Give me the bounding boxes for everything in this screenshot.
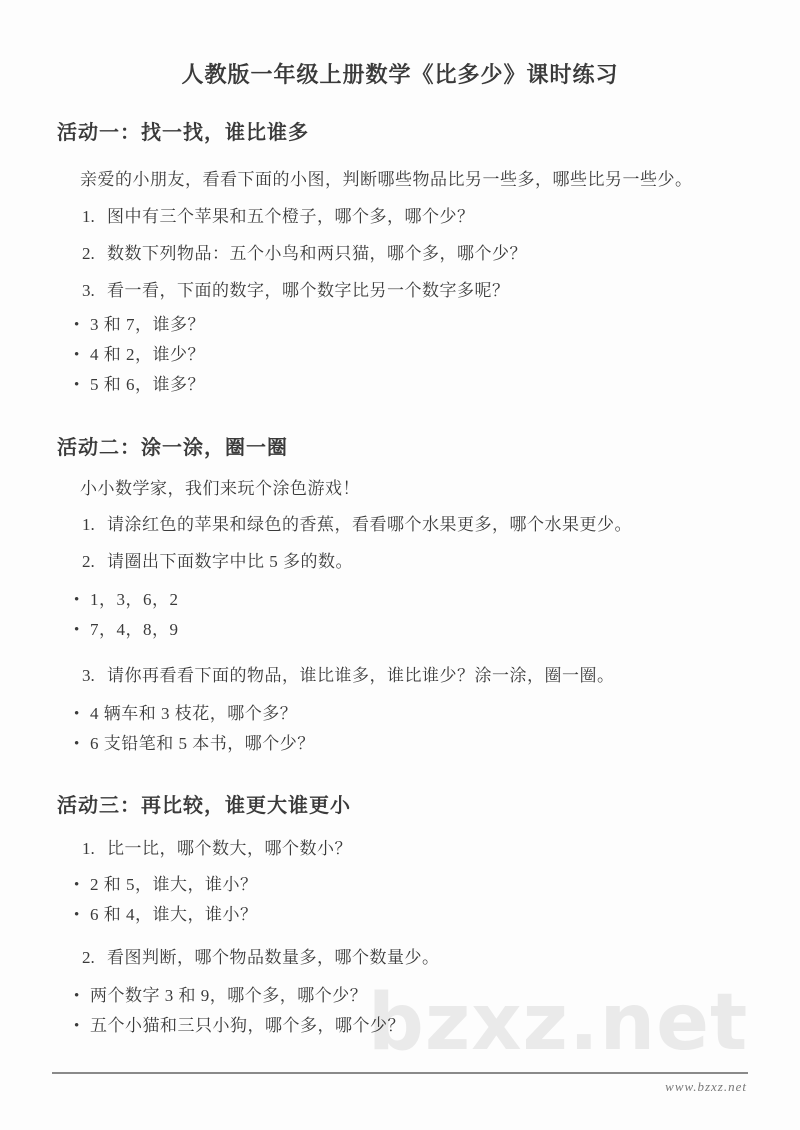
- item-text: 3 和 7，谁多？: [90, 315, 205, 334]
- item-text: 看图判断，哪个物品数量多，哪个数量少。: [107, 948, 440, 967]
- item-text: 请你再看看下面的物品，谁比谁多，谁比谁少？涂一涂，圈一圈。: [107, 666, 615, 685]
- item-number: 1.: [82, 515, 95, 534]
- item-number: 2.: [82, 948, 95, 967]
- numbered-item: [82, 552, 800, 572]
- item-text: 7，4，8，9: [90, 620, 179, 639]
- item-text: 图中有三个苹果和五个橙子，哪个多，哪个少？: [107, 207, 475, 226]
- watermark-text: bzxz.net: [368, 978, 749, 1068]
- bullet-icon: •: [74, 988, 80, 1004]
- bullet-item: [74, 620, 800, 640]
- section1-intro: 亲爱的小朋友，看看下面的小图，判断哪些物品比另一些多，哪些比另一些少。: [80, 170, 693, 189]
- item-number: 3.: [82, 281, 95, 300]
- item-text: 比一比，哪个数大，哪个数小？: [107, 839, 352, 858]
- section-heading-1: 活动一：找一找，谁比谁多: [57, 122, 309, 144]
- bullet-item: [74, 905, 800, 925]
- item-number: 1.: [82, 207, 95, 226]
- numbered-item: [82, 281, 800, 301]
- section-heading-2: 活动二：涂一涂，圈一圈: [57, 437, 288, 459]
- item-text: 2 和 5，谁大，谁小？: [90, 875, 258, 894]
- bullet-icon: •: [74, 907, 80, 923]
- item-text: 数数下列物品：五个小鸟和两只猫，哪个多，哪个少？: [107, 244, 527, 263]
- item-text: 两个数字 3 和 9，哪个多，哪个少？: [90, 986, 368, 1005]
- bullet-icon: •: [74, 347, 80, 363]
- bullet-icon: •: [74, 592, 80, 608]
- bullet-icon: •: [74, 622, 80, 638]
- item-number: 1.: [82, 839, 95, 858]
- item-number: 3.: [82, 666, 95, 685]
- bullet-icon: •: [74, 736, 80, 752]
- numbered-item: [82, 207, 800, 227]
- item-number: 2.: [82, 552, 95, 571]
- item-text: 请涂红色的苹果和绿色的香蕉，看看哪个水果更多，哪个水果更少。: [107, 515, 632, 534]
- bullet-icon: •: [74, 1018, 80, 1034]
- bullet-item: [74, 734, 800, 754]
- item-text: 1，3，6，2: [90, 590, 179, 609]
- item-text: 6 支铅笔和 5 本书，哪个少？: [90, 734, 315, 753]
- numbered-item: [82, 948, 800, 968]
- footer-url: www.bzxz.net: [665, 1079, 747, 1094]
- bullet-item: [74, 375, 800, 395]
- numbered-item: [82, 666, 800, 686]
- item-text: 6 和 4，谁大，谁小？: [90, 905, 258, 924]
- bullet-item: [74, 875, 800, 895]
- item-text: 5 和 6，谁多？: [90, 375, 205, 394]
- page-title: 人教版一年级上册数学《比多少》课时练习: [181, 62, 619, 87]
- numbered-item: [82, 244, 800, 264]
- section2-intro: 小小数学家，我们来玩个涂色游戏！: [80, 479, 360, 498]
- bullet-icon: •: [74, 317, 80, 333]
- item-text: 看一看，下面的数字，哪个数字比另一个数字多呢？: [107, 281, 510, 300]
- item-number: 2.: [82, 244, 95, 263]
- item-text: 4 辆车和 3 枝花，哪个多？: [90, 704, 298, 723]
- numbered-item: [82, 839, 800, 859]
- bullet-item: [74, 986, 800, 1006]
- bullet-icon: •: [74, 877, 80, 893]
- bullet-icon: •: [74, 377, 80, 393]
- bullet-item: [74, 1016, 800, 1036]
- bullet-item: [74, 590, 800, 610]
- footer-divider: [52, 1072, 748, 1074]
- item-text: 五个小猫和三只小狗，哪个多，哪个少？: [90, 1016, 405, 1035]
- bullet-item: [74, 704, 800, 724]
- bullet-item: [74, 315, 800, 335]
- bullet-icon: •: [74, 706, 80, 722]
- section-heading-3: 活动三：再比较，谁更大谁更小: [57, 795, 351, 817]
- item-text: 请圈出下面数字中比 5 多的数。: [107, 552, 353, 571]
- bullet-item: [74, 345, 800, 365]
- numbered-item: [82, 515, 800, 535]
- item-text: 4 和 2，谁少？: [90, 345, 205, 364]
